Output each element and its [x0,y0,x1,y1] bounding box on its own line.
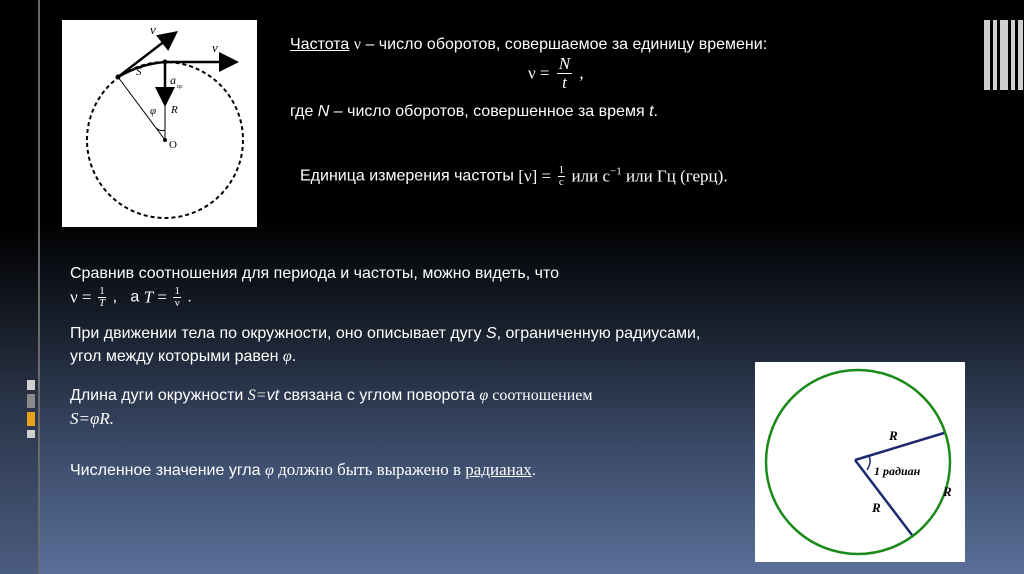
where-n: N [317,103,330,120]
definition-rest: – число оборотов, совершаемое за единицу времени: [365,36,768,53]
radian-label: 1 радиан [874,464,921,478]
unit-sup: −1 [610,165,622,178]
num-phi: φ [264,462,274,479]
term-frequency: Частота [290,36,350,53]
compare-line: Сравнив соотношения для периода и частоты, можно видеть, что [70,265,559,282]
left-sidebar [0,0,38,574]
arc-line-1 [70,325,700,343]
fraction-denominator: t [562,73,567,92]
len1-s: S= [247,387,267,404]
unit-den: c [558,176,564,188]
circular-motion-svg [62,20,257,227]
point-start [116,75,121,80]
fraction-numerator: N [558,54,571,73]
frequency-definition [290,36,767,54]
unit-d: или Гц (герц). [621,166,728,186]
radian-r1: R [889,428,898,443]
formula-nu-n-t [528,55,584,92]
cmp-nu-den: T [98,297,106,309]
numeric-line [70,460,536,480]
unit-num: 1 [558,164,565,176]
unit-fraction [558,165,566,188]
radian-diagram [755,362,965,562]
cmp-nu-frac [98,286,106,309]
arc1-b: , ограниченную радиусами, [496,325,701,342]
unit-a: Единица измерения частоты [300,167,519,185]
label-phi: φ [150,105,157,117]
arc2-b: . [291,348,297,365]
where-c: . [653,103,658,120]
cmp-t-frac [173,286,181,309]
cmp-nu: ν = [70,287,92,307]
sidebar-divider [38,0,40,574]
arc-line-2 [70,348,296,366]
num-b: должно быть выражено в [273,460,466,479]
decorative-bars-top [984,20,1024,90]
center-point [163,138,167,142]
where-b: – число оборотов, совершенное за время [329,103,650,120]
num-d: . [531,462,537,479]
arc2-phi: φ [282,348,292,365]
cmp-t: T [143,287,154,307]
arc-s [118,62,165,77]
radian-r2: R [872,500,881,515]
label-s: S [136,66,142,78]
circular-motion-diagram [62,20,257,227]
label-v1: v [150,22,156,37]
len1-a: Длина дуги окружности [70,387,248,404]
radian-svg [755,362,965,562]
unit-c: или c [571,166,611,186]
cmp-t-num: 1 [174,285,180,297]
cmp-nu-num: 1 [99,285,105,297]
num-c: радианах [465,460,532,479]
formula-tail: , [579,63,584,83]
symbol-nu: ν [353,36,361,53]
decorative-bars-left [27,380,35,440]
label-o: O [169,139,177,151]
unit-line [300,165,728,188]
len1-v: vt [266,387,280,404]
fraction-n-over-t [557,55,572,92]
num-a: Численное значение угла [70,462,265,479]
length-line-1 [70,387,592,405]
unit-b: [ν] = [518,166,552,186]
len1-c: соотношением [488,387,593,404]
arc1-s: S [485,325,497,342]
cmp-sep: , а [112,288,144,306]
arc1-a: При движении тела по окружности, оно описывает дугу [70,325,486,342]
len1-phi: φ [479,387,489,404]
radian-r3: R [943,484,952,499]
radius-line-1 [118,77,165,140]
length-line-2: S=φR. [70,409,115,428]
where-line [290,103,658,121]
where-t: t [649,103,654,120]
radian-radius-1 [855,433,944,460]
cmp-end: . [187,288,192,306]
cmp-t-den: ν [174,297,180,309]
where-a: где [290,103,318,120]
label-r: R [171,104,178,116]
formula-lhs: ν = [528,63,550,83]
cmp-eq: = [153,287,167,307]
label-a: a [170,73,176,87]
arc2-a: угол между которыми равен [70,348,283,365]
compare-formulas [70,286,192,309]
point-end [163,60,168,65]
label-a-sub: цс [177,84,183,90]
radian-angle-arc [867,456,870,470]
label-v2: v [212,40,218,55]
len1-b: связана с углом поворота [279,387,480,404]
